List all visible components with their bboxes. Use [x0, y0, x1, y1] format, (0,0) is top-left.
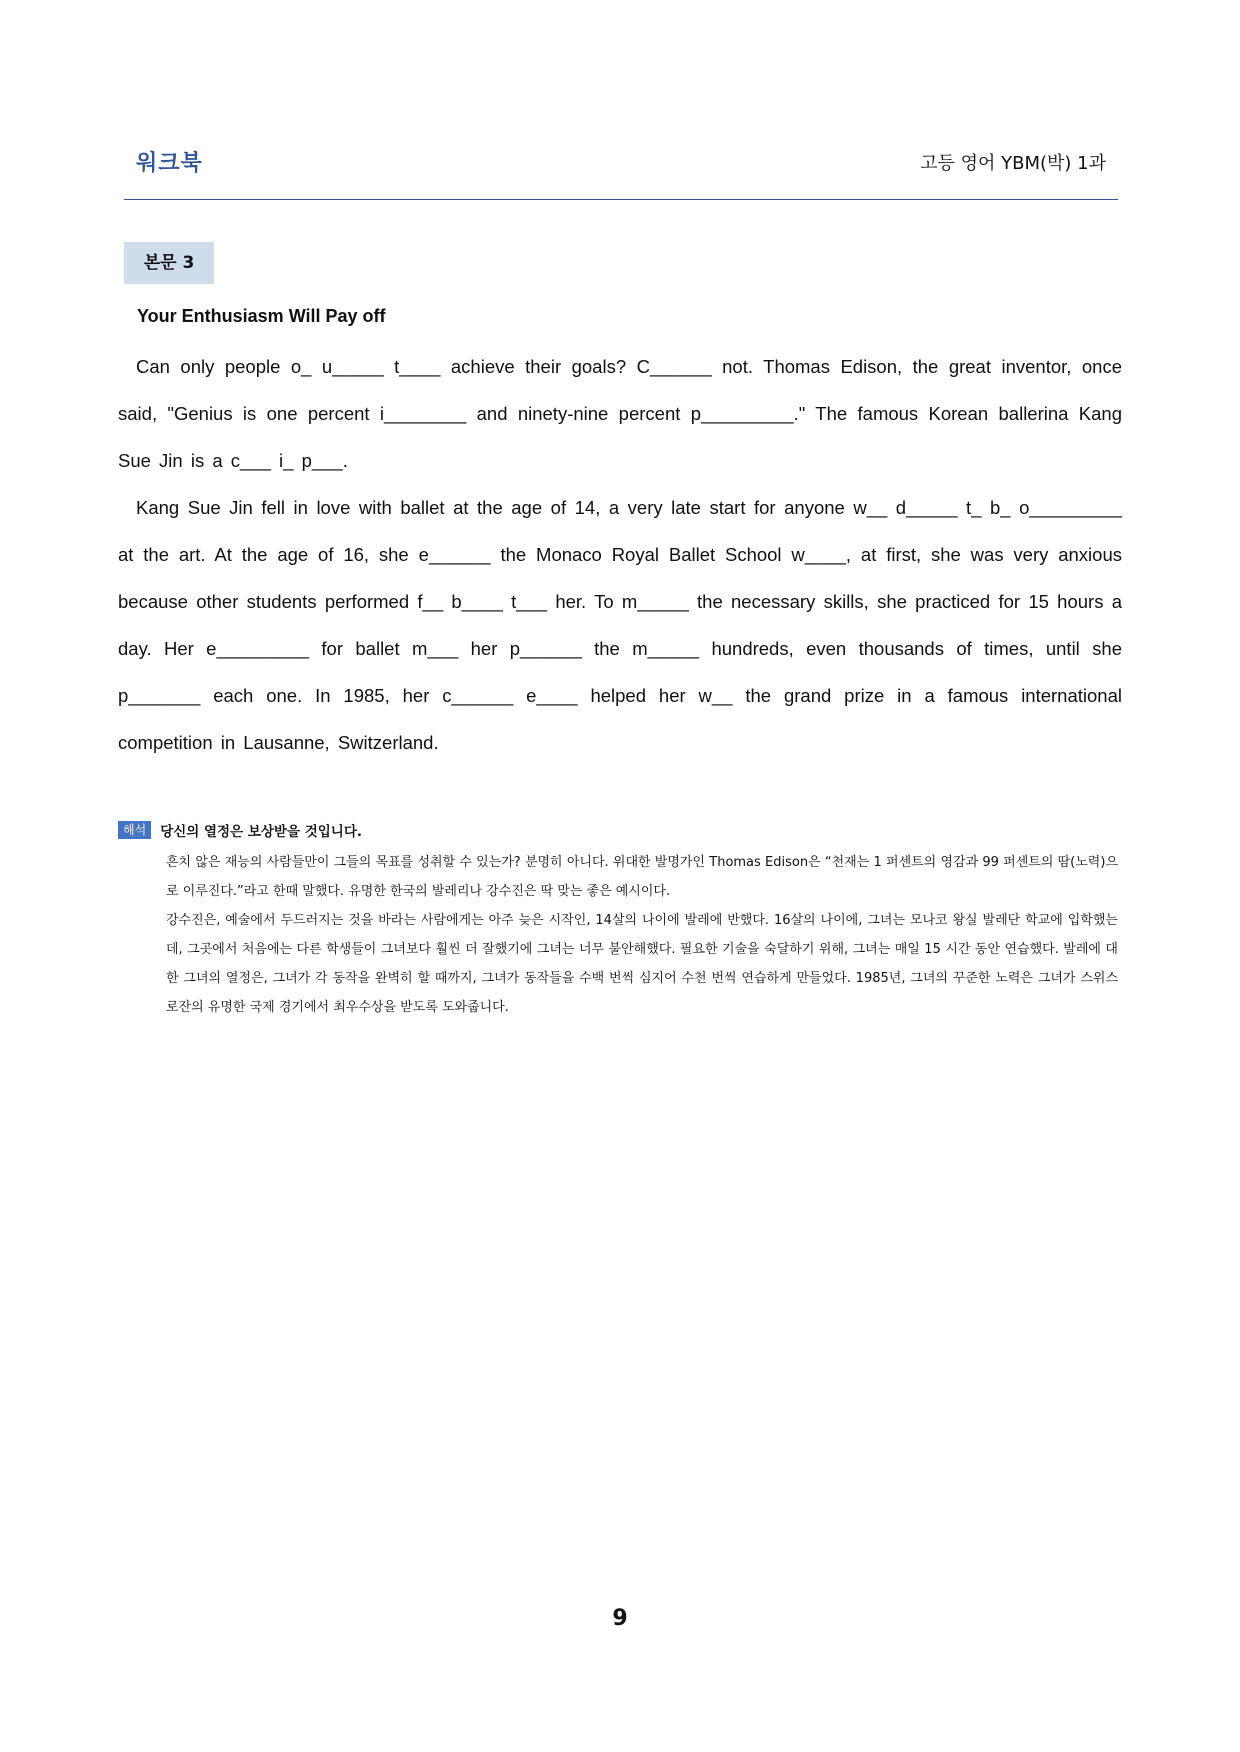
passage-paragraph: Can only people o_ u_____ t____ achieve their goals? C______ not. Thomas Edison, the great inventor, once said, "Genius is one percent i________ and ninety-nine percent p_________." The famous Korean ballerina Kang Sue Jin is a c___ i_ p___.: [118, 356, 1122, 471]
translation-paragraph: 흔치 않은 재능의 사람들만이 그들의 목표를 성취할 수 있는가? 분명히 아니다. 위대한 발명가인 Thomas Edison은 “천재는 1 퍼센트의 영감과 99 퍼센트의 땀(노력)으로 이루진다.”라고 한때 말했다. 유명한 한국의 발레리나 강수진은 딱 맞는 좋은 예시이다.: [166, 855, 1118, 899]
workbook-label: 워크북: [136, 151, 203, 176]
translation-block: [118, 818, 1118, 1022]
passage-title: Your Enthusiasm Will Pay off: [137, 306, 386, 326]
translation-body: [166, 848, 1118, 1022]
section-tag: 본문 3: [124, 242, 214, 284]
translation-title: 당신의 열정은 보상받을 것입니다.: [160, 824, 362, 840]
translation-header: [118, 818, 1118, 842]
translation-badge: 해석: [118, 821, 151, 839]
translation-paragraph: 강수진은, 예술에서 두드러지는 것을 바라는 사람에게는 아주 늦은 시작인, 14살의 나이에 발레에 반했다. 16살의 나이에, 그녀는 모나코 왕실 발레단 학교에 입학했는데, 그곳에서 처음에는 다른 학생들이 그녀보다 훨씬 더 잘했기에 그녀는 너무 불안해했다. 필요한 기술을 숙달하기 위해, 그녀는 매일 15 시간 동안 연습했다. 발레에 대한 그녀의 열정은, 그녀가 각 동작을 완벽히 할 때까지, 그녀가 동작들을 수백 번씩 심지어 수천 번씩 연습하게 만들었다. 1985년, 그녀의 꾸준한 노력은 그녀가 스위스 로잔의 유명한 국제 경기에서 최우수상을 받도록 도와줍니다.: [166, 913, 1118, 1015]
page-number: 9: [612, 1606, 628, 1631]
passage-body: [118, 343, 1122, 766]
header-divider: [124, 199, 1118, 200]
page-header: [124, 140, 1118, 200]
course-label: 고등 영어 YBM(박) 1과: [920, 153, 1106, 174]
passage-paragraph: Kang Sue Jin fell in love with ballet at the age of 14, a very late start for anyone w__ d_____ t_ b_ o_________ at the art. At the age of 16, she e______ the Monaco Royal Ballet School w____, at first, she was very anxious because other students performed f__ b____ t___ her. To m_____ the necessary skills, she practiced for 15 hours a day. Her e_________ for ballet m___ her p______ the m_____ hundreds, even thousands of times, until she p_______ each one. In 1985, her c______ e____ helped her w__ the grand prize in a famous international competition in Lausanne, Switzerland.: [118, 497, 1122, 753]
